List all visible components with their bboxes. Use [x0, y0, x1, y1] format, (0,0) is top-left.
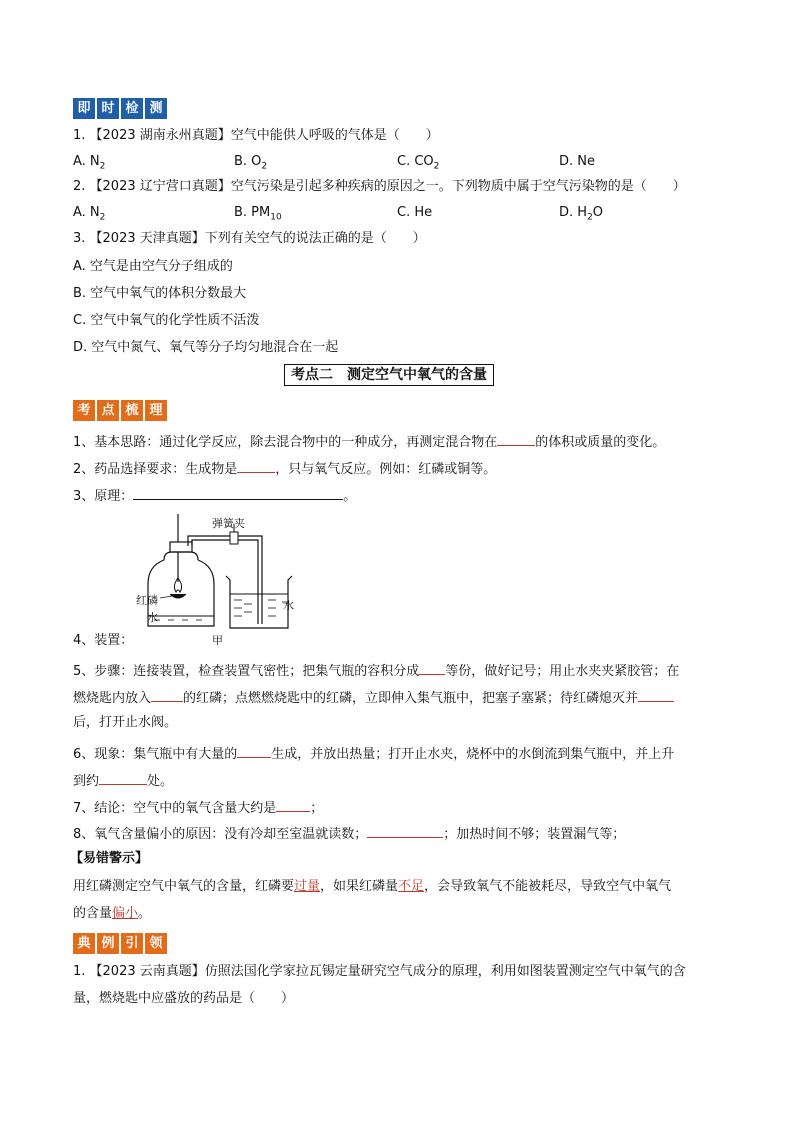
label-clip: 弹簧夹 — [212, 517, 245, 530]
q3-option-c: C. 空气中氧气的化学性质不活泼 — [73, 313, 260, 328]
banner-char: 即 — [73, 98, 95, 119]
q2-option-d: D. $H_2O$ — [559, 205, 604, 223]
highlight-insufficient: 不足 — [398, 879, 425, 894]
review-line-4: 4、装置： — [73, 633, 134, 648]
example-q1-line-2: 量，燃烧匙中应盛放的药品是（ ） — [73, 991, 295, 1006]
banner-char: 时 — [97, 98, 119, 119]
banner-examples — [73, 933, 167, 954]
answer-blank[interactable] — [419, 660, 445, 675]
banner-char: 测 — [145, 98, 167, 119]
q3-option-d: D. 空气中氮气、氧气等分子均匀地混合在一起 — [73, 340, 339, 355]
banner-instant-check — [73, 98, 167, 119]
review-line-6a: 6、现象：集气瓶中有大量的 生成，并放出热量；打开止水夹，烧杯中的水倒流到集气瓶中，并上升 — [73, 743, 674, 764]
banner-char: 领 — [145, 933, 167, 954]
q1-options — [73, 153, 723, 171]
warning-title: 【易错警示】 — [70, 851, 149, 866]
diagram-caption: 甲 — [212, 634, 223, 647]
review-line-8: 8、氧气含量偏小的原因：没有冷却至室温就读数； ；加热时间不够；装置漏气等； — [73, 823, 625, 844]
q3-option-b: B. 空气中氧气的体积分数最大 — [73, 286, 247, 301]
highlight-low: 偏小 — [112, 906, 139, 921]
answer-blank[interactable] — [497, 431, 535, 446]
q1-option-c: C. $CO_2$ — [397, 154, 440, 172]
label-water-beaker: 水 — [283, 599, 294, 612]
q1-option-d: D. Ne — [559, 154, 595, 169]
example-q1-line-1: 1. 【2023 云南真题】仿照法国化学家拉瓦锡定量研究空气成分的原理，利用如图装置测定空气中氧气的含 — [73, 964, 686, 979]
q3-option-a: A. 空气是由空气分子组成的 — [73, 259, 233, 274]
answer-blank[interactable] — [151, 687, 183, 702]
banner-char: 例 — [97, 933, 119, 954]
banner-char: 点 — [97, 400, 119, 421]
highlight-excess: 过量 — [294, 879, 321, 894]
banner-char: 理 — [145, 400, 167, 421]
review-line-6b: 到约 处。 — [73, 770, 173, 791]
review-line-5b: 燃烧匙内放入 的红磷；点燃燃烧匙中的红磷，立即伸入集气瓶中，把塞子塞紧；待红磷熄灭并 — [73, 687, 674, 708]
review-line-7: 7、结论：空气中的氧气含量大约是 ； — [73, 797, 323, 818]
q1-option-b: B. $O_2$ — [234, 154, 268, 172]
q2-option-b: B. $PM_{10}$ — [234, 205, 282, 223]
answer-blank[interactable] — [237, 458, 275, 473]
q3-stem: 3. 【2023 天津真题】下列有关空气的说法正确的是（ ） — [73, 231, 426, 246]
banner-char: 考 — [73, 400, 95, 421]
banner-char: 引 — [121, 933, 143, 954]
label-water-bottle: 水 — [147, 611, 158, 624]
review-line-2: 2、药品选择要求：生成物是 ，只与氧气反应。例如：红磷或铜等。 — [73, 458, 496, 479]
q2-stem: 2. 【2023 辽宁营口真题】空气污染是引起多种疾病的原因之一。下列物质中属于空气污染物的是（ ） — [73, 179, 686, 194]
label-phosphorus: 红磷 — [136, 594, 158, 607]
banner-char: 典 — [73, 933, 95, 954]
banner-char: 梳 — [121, 400, 143, 421]
warning-line-1: 用红磷测定空气中氧气的含量，红磷要过量，如果红磷量不足，会导致氧气不能被耗尽，导致空气中氧气 — [73, 879, 672, 894]
q1-stem: 1. 【2023 湖南永州真题】空气中能供人呼吸的气体是（ ） — [73, 128, 439, 143]
q2-option-c: C. He — [397, 205, 433, 220]
q2-options — [73, 204, 723, 222]
review-line-5c: 后，打开止水阀。 — [73, 715, 178, 730]
warning-line-2: 的含量偏小。 — [73, 906, 152, 921]
banner-char: 检 — [121, 98, 143, 119]
answer-blank[interactable] — [638, 687, 674, 702]
answer-blank[interactable] — [133, 485, 343, 500]
answer-blank[interactable] — [99, 770, 147, 785]
answer-blank[interactable] — [276, 797, 310, 812]
q2-option-a: A. $N_2$ — [73, 205, 106, 223]
review-line-3: 3、原理： 。 — [73, 485, 356, 506]
answer-blank[interactable] — [367, 823, 443, 838]
section-title: 考点二 测定空气中氧气的含量 — [284, 364, 494, 386]
answer-blank[interactable] — [237, 743, 271, 758]
review-line-1: 1、基本思路：通过化学反应，除去混合物中的一种成分，再测定混合物在 的体积或质量的变化。 — [73, 431, 665, 452]
review-line-5a: 5、步骤：连接装置，检查装置气密性；把集气瓶的容积分成 等份，做好记号；用止水夹夹紧胶管；在 — [73, 660, 679, 681]
q1-option-a: A. $N_2$ — [73, 154, 106, 172]
banner-key-points — [73, 400, 167, 421]
